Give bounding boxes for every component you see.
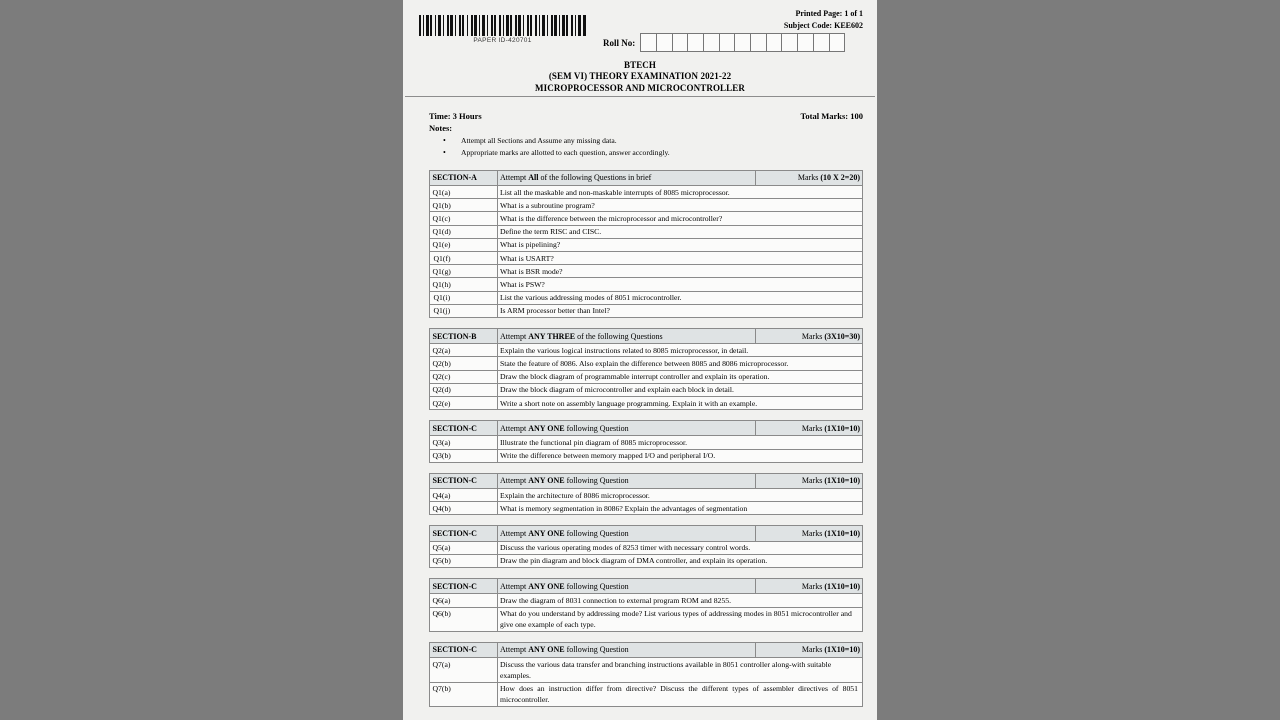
question-id: Q3(b): [430, 449, 498, 462]
question-row: [430, 607, 863, 631]
section-instruction: Attempt ANY ONE following Question: [497, 421, 755, 436]
question-id: Q1(d): [430, 225, 498, 238]
question-id: Q2(d): [430, 383, 498, 396]
question-row: [430, 489, 863, 502]
roll-no-cell[interactable]: [657, 34, 673, 51]
exam-title-line-3: MICROPROCESSOR AND MICROCONTROLLER: [535, 82, 745, 93]
section-instruction: Attempt ANY ONE following Question: [497, 526, 755, 541]
exam-paper-page: [403, 0, 877, 720]
section-table: [429, 170, 863, 318]
section-marks: Marks (1X10=10): [755, 473, 863, 488]
section-name: SECTION-C: [430, 642, 498, 657]
section-instruction-emphasis: ANY THREE: [528, 331, 576, 341]
sections-container: [429, 170, 863, 707]
roll-no-cell[interactable]: [673, 34, 689, 51]
time-and-marks-row: [429, 111, 863, 121]
section-table: [429, 642, 863, 707]
printed-page-info: [784, 8, 863, 32]
question-id: Q1(e): [430, 238, 498, 251]
section-header-row: [430, 579, 863, 594]
question-id: Q6(a): [430, 594, 498, 607]
section-header-row: [430, 473, 863, 488]
section-instruction: Attempt ANY ONE following Question: [497, 642, 755, 657]
page-body: [403, 111, 877, 707]
section-marks-value: (1X10=10): [824, 645, 860, 655]
section-instruction-emphasis: ANY ONE: [528, 423, 565, 433]
question-row: [430, 252, 863, 265]
question-text: List all the maskable and non-maskable interrupts of 8085 microprocessor.: [497, 186, 863, 199]
question-text: How does an instruction differ from directive? Discuss the different types of assembler directives of 8051 microcontroller.: [497, 682, 863, 706]
question-text: Illustrate the functional pin diagram of 8085 microprocessor.: [497, 436, 863, 449]
question-id: Q7(b): [430, 682, 498, 706]
question-row: [430, 682, 863, 706]
question-row: [430, 383, 863, 396]
question-row: [430, 554, 863, 567]
question-row: [430, 225, 863, 238]
exam-title-line-2: (SEM VI) THEORY EXAMINATION 2021-22: [548, 71, 732, 82]
section-marks: Marks (1X10=10): [755, 421, 863, 436]
question-text: Explain the various logical instructions related to 8085 microprocessor, in detail.: [497, 344, 863, 357]
question-row: [430, 594, 863, 607]
section-instruction: Attempt ANY ONE following Question: [497, 473, 755, 488]
section-header-row: [430, 642, 863, 657]
section-name: SECTION-A: [430, 170, 498, 185]
question-id: Q6(b): [430, 607, 498, 631]
section-name: SECTION-C: [430, 579, 498, 594]
section-header-row: [430, 329, 863, 344]
section-table: [429, 525, 863, 568]
section-header-row: [430, 526, 863, 541]
section-marks: Marks (1X10=10): [755, 526, 863, 541]
question-text: Explain the architecture of 8086 microprocessor.: [497, 489, 863, 502]
question-id: Q1(f): [430, 252, 498, 265]
section-instruction-emphasis: ANY ONE: [528, 645, 565, 655]
question-text: Draw the pin diagram and block diagram of DMA controller, and explain its operation.: [497, 554, 863, 567]
section-marks: Marks (3X10=30): [755, 329, 863, 344]
question-text: Draw the diagram of 8031 connection to external program ROM and 8255.: [497, 594, 863, 607]
exam-title-block: [403, 60, 877, 94]
question-text: What is USART?: [497, 252, 863, 265]
question-id: Q4(a): [430, 489, 498, 502]
question-row: [430, 265, 863, 278]
roll-no-cell[interactable]: [641, 34, 657, 51]
question-id: Q1(b): [430, 199, 498, 212]
question-row: [430, 278, 863, 291]
question-text: Discuss the various data transfer and branching instructions available in 8051 controller along-with suitable examples.: [497, 658, 863, 682]
barcode-image: [419, 15, 586, 36]
section-table: [429, 473, 863, 516]
note-item: • Appropriate marks are allotted to each question, answer accordingly.: [429, 147, 863, 159]
section-marks-value: (1X10=10): [824, 528, 860, 538]
header-divider: [405, 96, 875, 97]
question-row: [430, 291, 863, 304]
question-row: [430, 370, 863, 383]
note-item: • Attempt all Sections and Assume any missing data.: [429, 135, 863, 147]
section-instruction-emphasis: All: [528, 173, 539, 183]
roll-no-cell[interactable]: [720, 34, 736, 51]
question-text: What is BSR mode?: [497, 265, 863, 278]
barcode-block: [415, 15, 590, 44]
question-row: [430, 658, 863, 682]
question-text: Define the term RISC and CISC.: [497, 225, 863, 238]
notes-list: [429, 135, 863, 160]
section-instruction: Attempt ANY ONE following Question: [497, 579, 755, 594]
section-header-row: [430, 170, 863, 185]
section-marks-value: (1X10=10): [824, 581, 860, 591]
section-marks-value: (3X10=30): [824, 331, 860, 341]
section-instruction: Attempt ANY THREE of the following Questions: [497, 329, 755, 344]
question-text: Write the difference between memory mapped I/O and peripheral I/O.: [497, 449, 863, 462]
question-row: [430, 436, 863, 449]
section-marks: Marks (1X10=10): [755, 579, 863, 594]
section-name: SECTION-C: [430, 473, 498, 488]
question-id: Q1(h): [430, 278, 498, 291]
question-id: Q7(a): [430, 658, 498, 682]
question-row: [430, 449, 863, 462]
question-text: What is a subroutine program?: [497, 199, 863, 212]
question-text: State the feature of 8086. Also explain the difference between 8085 and 8086 microprocessor.: [497, 357, 863, 370]
section-instruction: Attempt All of the following Questions in brief: [497, 170, 755, 185]
question-id: Q1(j): [430, 304, 498, 317]
question-id: Q2(e): [430, 397, 498, 410]
roll-no-cell[interactable]: [814, 34, 830, 51]
question-text: Discuss the various operating modes of 8253 timer with necessary control words.: [497, 541, 863, 554]
section-marks: Marks (1X10=10): [755, 642, 863, 657]
question-id: Q5(b): [430, 554, 498, 567]
question-row: [430, 357, 863, 370]
page-header: [403, 0, 877, 97]
question-text: What do you understand by addressing mode? List various types of addressing modes in 8051 microcontroller and give one example of each type.: [497, 607, 863, 631]
roll-no-label: Roll No:: [603, 37, 636, 48]
total-marks: Total Marks: 100: [800, 111, 863, 121]
section-table: [429, 420, 863, 463]
roll-no-row: [603, 33, 845, 52]
question-id: Q2(b): [430, 357, 498, 370]
question-text: Is ARM processor better than Intel?: [497, 304, 863, 317]
exam-time: Time: 3 Hours: [429, 111, 482, 121]
question-text: Write a short note on assembly language programming. Explain it with an example.: [497, 397, 863, 410]
roll-no-cell[interactable]: [688, 34, 704, 51]
section-marks: Marks (10 X 2=20): [755, 170, 863, 185]
question-text: Draw the block diagram of programmable interrupt controller and explain its operation.: [497, 370, 863, 383]
section-instruction-emphasis: ANY ONE: [528, 528, 565, 538]
roll-no-cell[interactable]: [830, 34, 846, 51]
roll-no-cell[interactable]: [798, 34, 814, 51]
question-id: Q1(c): [430, 212, 498, 225]
question-row: [430, 541, 863, 554]
question-text: What is pipelining?: [497, 238, 863, 251]
exam-title-line-1: BTECH: [623, 60, 656, 70]
section-name: SECTION-C: [430, 421, 498, 436]
section-instruction-emphasis: ANY ONE: [528, 476, 565, 486]
question-id: Q2(a): [430, 344, 498, 357]
question-row: [430, 186, 863, 199]
notes-label: Notes:: [429, 123, 453, 133]
question-id: Q1(i): [430, 291, 498, 304]
question-text: What is memory segmentation in 8086? Explain the advantages of segmentation: [497, 502, 863, 515]
question-id: Q2(c): [430, 370, 498, 383]
question-row: [430, 212, 863, 225]
section-name: SECTION-B: [430, 329, 498, 344]
section-marks-value: (10 X 2=20): [820, 173, 860, 183]
question-row: [430, 502, 863, 515]
section-table: [429, 578, 863, 632]
question-text: What is the difference between the microprocessor and microcontroller?: [497, 212, 863, 225]
question-row: [430, 304, 863, 317]
question-id: Q5(a): [430, 541, 498, 554]
roll-no-cell[interactable]: [735, 34, 751, 51]
question-id: Q3(a): [430, 436, 498, 449]
question-text: What is PSW?: [497, 278, 863, 291]
roll-no-cell[interactable]: [704, 34, 720, 51]
section-header-row: [430, 421, 863, 436]
question-id: Q1(a): [430, 186, 498, 199]
section-table: [429, 328, 863, 410]
question-row: [430, 344, 863, 357]
roll-no-cell[interactable]: [751, 34, 767, 51]
roll-no-cell[interactable]: [767, 34, 783, 51]
printed-page-label: Printed Page: 1 of 1: [795, 9, 863, 18]
roll-no-cell[interactable]: [782, 34, 798, 51]
subject-code-label: Subject Code: KEE602: [783, 21, 863, 30]
section-marks-value: (1X10=10): [824, 476, 860, 486]
question-id: Q4(b): [430, 502, 498, 515]
question-row: [430, 238, 863, 251]
roll-no-grid[interactable]: [640, 33, 845, 52]
question-text: Draw the block diagram of microcontroller and explain each block in detail.: [497, 383, 863, 396]
question-row: [430, 397, 863, 410]
question-id: Q1(g): [430, 265, 498, 278]
section-marks-value: (1X10=10): [824, 423, 860, 433]
section-name: SECTION-C: [430, 526, 498, 541]
question-text: List the various addressing modes of 8051 microcontroller.: [497, 291, 863, 304]
question-row: [430, 199, 863, 212]
paper-id-label: PAPER ID-420701: [473, 37, 532, 44]
section-instruction-emphasis: ANY ONE: [528, 581, 565, 591]
